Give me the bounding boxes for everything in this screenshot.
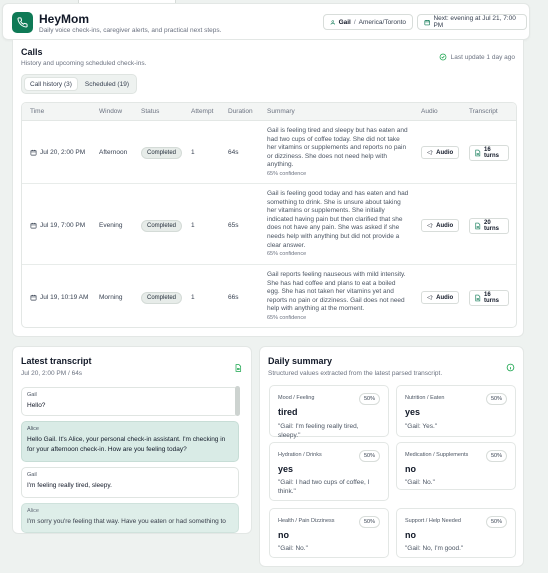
- col-status: Status: [141, 108, 160, 115]
- audio-button[interactable]: [421, 146, 459, 159]
- metric-label: Health / Pain Dizziness: [278, 518, 335, 524]
- audio-label: Audio: [436, 149, 454, 156]
- next-checkin-label: Next: evening at Jul 21, 7:00 PM: [433, 15, 516, 29]
- metric-label: Mood / Feeling: [278, 395, 315, 401]
- phone-icon: [12, 12, 33, 33]
- speaker-icon: ◁ᐧ: [427, 223, 434, 229]
- metric-quote: "Gail: Yes.": [405, 423, 438, 430]
- row-time-text: Jul 19, 10:19 AM: [40, 294, 89, 301]
- app-header: [2, 3, 530, 40]
- metric-value: no: [405, 464, 416, 474]
- daily-summary-subtitle: Structured values extracted from the latest parsed transcript.: [268, 370, 443, 377]
- metric-value: no: [405, 530, 416, 540]
- metric-value: no: [278, 530, 289, 540]
- calendar-icon: [30, 294, 37, 301]
- metric-medication: [396, 442, 516, 490]
- metric-nutrition: [396, 385, 516, 437]
- latest-transcript-title: Latest transcript: [21, 356, 92, 366]
- message-text: Hello?: [27, 402, 46, 409]
- row-window: Morning: [99, 294, 123, 301]
- col-summary: Summary: [267, 108, 295, 115]
- user-timezone-button[interactable]: [323, 14, 413, 30]
- calls-subtitle: History and upcoming scheduled check-ins.: [21, 60, 147, 67]
- document-icon[interactable]: [234, 363, 242, 373]
- metric-label: Support / Help Needed: [405, 518, 461, 524]
- table-row[interactable]: [22, 184, 516, 265]
- message-text: Hello Gail. It's Alice, your personal check-in assistant. I'm checking in for your afternoon check-in. How are you feeling today?: [27, 436, 226, 453]
- audio-label: Audio: [436, 294, 454, 301]
- table-header: [22, 103, 516, 121]
- metric-quote: "Gail: No.": [278, 545, 308, 552]
- speaker-icon: ◁ᐧ: [427, 295, 434, 301]
- transcript-message: [21, 503, 239, 533]
- transcript-message: [21, 467, 239, 498]
- transcript-scrollbar[interactable]: [235, 386, 240, 416]
- metric-quote: "Gail: No.": [405, 479, 435, 486]
- col-audio: Audio: [421, 108, 438, 115]
- row-attempt: 1: [191, 294, 195, 301]
- row-time: [30, 149, 85, 156]
- row-duration: 65s: [228, 222, 239, 229]
- row-time-text: Jul 20, 2:00 PM: [40, 149, 86, 156]
- speaker-icon: ◁ᐧ: [427, 150, 434, 156]
- latest-transcript-card: [12, 346, 252, 534]
- message-speaker: Alice: [27, 508, 39, 514]
- message-text: I'm feeling really tired, sleepy.: [27, 482, 112, 489]
- metric-label: Medication / Supplements: [405, 452, 469, 458]
- status-badge: Completed: [141, 292, 182, 304]
- user-icon: [330, 19, 336, 26]
- metric-value: yes: [278, 464, 294, 474]
- col-window: Window: [99, 108, 123, 115]
- table-row[interactable]: [22, 121, 516, 184]
- metric-mood: [269, 385, 389, 437]
- app-title: HeyMom: [39, 12, 90, 26]
- tab-call-history[interactable]: Call history (3): [24, 77, 78, 91]
- metric-confidence: 50%: [359, 450, 380, 462]
- row-window: Evening: [99, 222, 123, 229]
- calls-title: Calls: [21, 47, 43, 57]
- daily-summary-card: [259, 346, 524, 567]
- latest-transcript-meta: Jul 20, 2:00 PM / 64s: [21, 370, 83, 377]
- calls-tabs: [21, 74, 137, 94]
- table-row[interactable]: [22, 265, 516, 328]
- row-time: [30, 294, 88, 301]
- daily-summary-title: Daily summary: [268, 356, 333, 366]
- row-attempt: 1: [191, 149, 195, 156]
- transcript-button[interactable]: [469, 145, 509, 161]
- metric-confidence: 50%: [486, 450, 507, 462]
- audio-label: Audio: [436, 222, 454, 229]
- last-update: [439, 53, 515, 61]
- transcript-button[interactable]: [469, 290, 509, 306]
- col-duration: Duration: [228, 108, 253, 115]
- separator: /: [353, 18, 356, 26]
- row-confidence: 65% confidence: [267, 251, 307, 258]
- transcript-message: [21, 387, 239, 416]
- metric-quote: "Gail: I had two cups of coffee, I think.": [278, 479, 370, 495]
- metric-health: [269, 508, 389, 558]
- user-name: Gail: [338, 18, 351, 26]
- metric-confidence: 50%: [486, 516, 507, 528]
- calls-table: [21, 102, 517, 328]
- row-time: [30, 222, 85, 229]
- metric-support: [396, 508, 516, 558]
- col-time: Time: [30, 108, 45, 115]
- audio-button[interactable]: [421, 219, 459, 232]
- metric-confidence: 50%: [359, 393, 380, 405]
- metric-label: Hydration / Drinks: [278, 452, 322, 458]
- metric-quote: "Gail: No, I'm good.": [405, 545, 464, 552]
- row-time-text: Jul 19, 7:00 PM: [40, 222, 86, 229]
- last-update-text: Last update 1 day ago: [450, 53, 515, 61]
- status-badge: Completed: [141, 220, 182, 232]
- transcript-count: 16 turns: [484, 146, 499, 159]
- calendar-icon: [30, 149, 37, 156]
- status-badge: Completed: [141, 147, 182, 159]
- metric-hydration: [269, 442, 389, 501]
- metric-quote: "Gail: I'm feeling really tired, sleepy.": [278, 423, 359, 439]
- row-confidence: 65% confidence: [267, 170, 307, 177]
- row-duration: 66s: [228, 294, 239, 301]
- calls-card: [12, 40, 524, 337]
- message-speaker: Gail: [27, 392, 37, 398]
- transcript-message: [21, 421, 239, 462]
- message-speaker: Alice: [27, 426, 39, 432]
- tab-scheduled[interactable]: Scheduled (19): [84, 80, 129, 88]
- audio-button[interactable]: [421, 291, 459, 304]
- transcript-count: 20 turns: [484, 219, 499, 232]
- row-summary-text: Gail is feeling good today and has eaten and had something to drink. She is unsure about taking her vitamins or supplements. She initially indicated having pain but then clarified that she does not have any pain. She was asked if she needs help with anything but did not provide a clear answer.: [267, 190, 409, 249]
- calendar-icon: [424, 19, 430, 26]
- transcript-count: 16 turns: [484, 291, 499, 304]
- document-icon: [474, 149, 481, 157]
- info-icon[interactable]: [506, 363, 515, 372]
- row-summary-text: Gail is feeling tired and sleepy but has eaten and had two cups of coffee today. She did not take her vitamins or supplements and reports no pain or dizziness. She does not need help with anything.: [267, 127, 408, 169]
- row-confidence: 65% confidence: [267, 314, 307, 321]
- metric-label: Nutrition / Eaten: [405, 395, 445, 401]
- calendar-icon: [30, 222, 37, 229]
- app-subtitle: Daily voice check-ins, caregiver alerts, and practical next steps.: [39, 27, 222, 34]
- row-summary: [267, 190, 409, 259]
- metric-confidence: 50%: [359, 516, 380, 528]
- row-summary: [267, 271, 409, 323]
- row-window: Afternoon: [99, 149, 128, 156]
- message-speaker: Gail: [27, 472, 37, 478]
- metric-value: yes: [405, 407, 421, 417]
- row-summary-text: Gail reports feeling nauseous with mild intensity. She has had coffee and plans to eat a boiled egg. She has not taken her vitamins yet and reports no pain or dizziness. Gail does not need help with anything at the moment.: [267, 271, 406, 313]
- col-transcript: Transcript: [469, 108, 498, 115]
- document-icon: [474, 294, 481, 302]
- row-summary: [267, 127, 409, 179]
- document-icon: [474, 222, 481, 230]
- check-circle-icon: [439, 53, 447, 61]
- metric-confidence: 50%: [486, 393, 507, 405]
- transcript-button[interactable]: [469, 218, 509, 234]
- col-attempt: Attempt: [191, 108, 214, 115]
- row-duration: 64s: [228, 149, 239, 156]
- timezone: America/Toronto: [358, 18, 406, 26]
- message-text: I'm sorry you're feeling that way. Have you eaten or had something to: [27, 518, 226, 525]
- next-checkin-button[interactable]: [417, 14, 527, 30]
- row-attempt: 1: [191, 222, 195, 229]
- metric-value: tired: [278, 407, 298, 417]
